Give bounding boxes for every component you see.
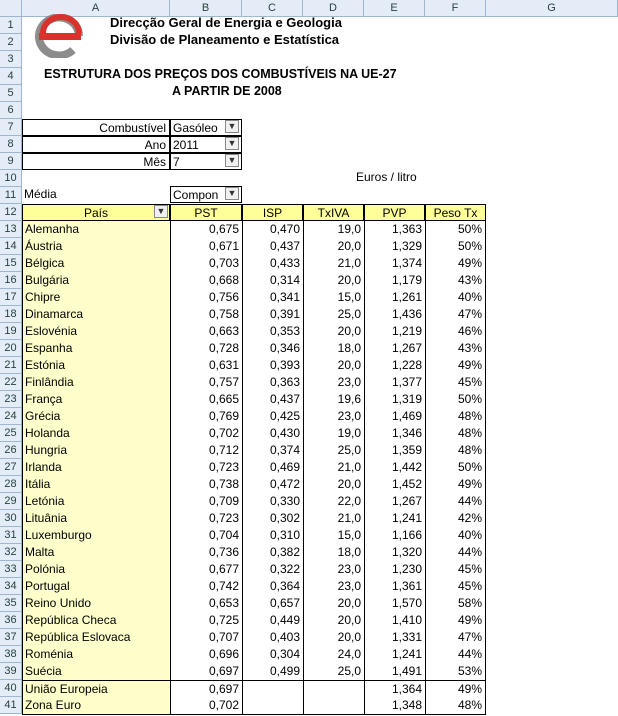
row-header-18[interactable]: 18	[0, 306, 22, 323]
row-header-26[interactable]: 26	[0, 442, 22, 459]
table-cell: 0,725	[170, 612, 242, 629]
table-cell: 0,736	[170, 544, 242, 561]
country-name[interactable]: Itália	[22, 476, 170, 493]
row-header-21[interactable]: 21	[0, 357, 22, 374]
row-header-4[interactable]: 4	[0, 68, 22, 85]
table-cell: 0,697	[170, 663, 242, 680]
table-cell: 0,665	[170, 391, 242, 408]
table-cell: 46%	[425, 323, 486, 340]
table-cell	[242, 680, 303, 697]
row-header-33[interactable]: 33	[0, 561, 22, 578]
table-cell: 22,0	[303, 493, 364, 510]
row-header-11[interactable]: 11	[0, 187, 22, 204]
country-name[interactable]: Suécia	[22, 663, 170, 680]
table-cell: 23,0	[303, 561, 364, 578]
row-header-17[interactable]: 17	[0, 289, 22, 306]
table-cell: 43%	[425, 272, 486, 289]
table-cell: 0,330	[242, 493, 303, 510]
table-cell: 1,359	[364, 442, 425, 459]
country-name[interactable]: Eslovénia	[22, 323, 170, 340]
table-cell: 0,769	[170, 408, 242, 425]
table-cell: 0,470	[242, 221, 303, 238]
table-cell: 0,449	[242, 612, 303, 629]
table-cell: 1,241	[364, 510, 425, 527]
row-header-32[interactable]: 32	[0, 544, 22, 561]
country-name[interactable]: Roménia	[22, 646, 170, 663]
country-name[interactable]: Holanda	[22, 425, 170, 442]
country-name[interactable]: Luxemburgo	[22, 527, 170, 544]
country-name[interactable]: Hungria	[22, 442, 170, 459]
table-bottom-border	[22, 714, 486, 715]
table-cell: 1,570	[364, 595, 425, 612]
table-cell: 24,0	[303, 646, 364, 663]
table-cell: 0,346	[242, 340, 303, 357]
row-header-29[interactable]: 29	[0, 493, 22, 510]
table-cell: 49%	[425, 255, 486, 272]
row-header-37[interactable]: 37	[0, 629, 22, 646]
country-name[interactable]: Áustria	[22, 238, 170, 255]
row-header-6[interactable]: 6	[0, 102, 22, 119]
filter-label: Mês	[22, 153, 170, 170]
table-cell: 49%	[425, 612, 486, 629]
row-header-12[interactable]: 12	[0, 204, 22, 221]
table-cell: 1,329	[364, 238, 425, 255]
table-cell: 1,363	[364, 221, 425, 238]
table-cell: 44%	[425, 646, 486, 663]
unit-label: Euros / litro	[356, 170, 417, 184]
table-cell: 0,393	[242, 357, 303, 374]
country-name[interactable]: República Eslovaca	[22, 629, 170, 646]
table-cell: 19,6	[303, 391, 364, 408]
table-cell: 20,0	[303, 595, 364, 612]
country-name[interactable]: Zona Euro	[22, 697, 170, 714]
row-header-14[interactable]: 14	[0, 238, 22, 255]
table-cell: 1,377	[364, 374, 425, 391]
media-label: Média	[24, 187, 57, 201]
table-cell: 20,0	[303, 323, 364, 340]
table-cell: 49%	[425, 680, 486, 697]
table-cell: 1,361	[364, 578, 425, 595]
row-header-36[interactable]: 36	[0, 612, 22, 629]
table-cell: 18,0	[303, 340, 364, 357]
country-name[interactable]: Lituânia	[22, 510, 170, 527]
row-header-5[interactable]: 5	[0, 85, 22, 102]
table-cell: 0,310	[242, 527, 303, 544]
table-cell: 0,697	[170, 680, 242, 697]
table-cell: 15,0	[303, 527, 364, 544]
table-cell: 49%	[425, 357, 486, 374]
table-cell: 0,709	[170, 493, 242, 510]
row-header-10[interactable]: 10	[0, 170, 22, 187]
table-cell: 0,364	[242, 578, 303, 595]
filter-dropdown-icon[interactable]: ▼	[225, 154, 239, 167]
column-header-a[interactable]: A	[22, 0, 170, 17]
country-name[interactable]: Irlanda	[22, 459, 170, 476]
table-cell: 1,267	[364, 340, 425, 357]
table-cell: 0,702	[170, 697, 242, 714]
country-name[interactable]: Finlândia	[22, 374, 170, 391]
table-cell: 1,267	[364, 493, 425, 510]
table-cell: 0,712	[170, 442, 242, 459]
table-cell: 45%	[425, 561, 486, 578]
filter-value-field[interactable]: Gasóleo	[170, 119, 242, 136]
filter-value-field[interactable]: 7	[170, 153, 242, 170]
table-cell: 0,433	[242, 255, 303, 272]
column-header-f[interactable]: F	[425, 0, 486, 17]
table-cell: 1,230	[364, 561, 425, 578]
table-cell: 50%	[425, 391, 486, 408]
table-cell: 21,0	[303, 459, 364, 476]
table-cell: 42%	[425, 510, 486, 527]
country-name[interactable]: França	[22, 391, 170, 408]
table-cell: 1,179	[364, 272, 425, 289]
table-header-2[interactable]: ISP	[242, 204, 303, 221]
row-header-28[interactable]: 28	[0, 476, 22, 493]
country-name[interactable]: Espanha	[22, 340, 170, 357]
table-header-4[interactable]: PVP	[364, 204, 425, 221]
table-cell: 1,491	[364, 663, 425, 680]
table-cell: 45%	[425, 374, 486, 391]
table-cell: 0,304	[242, 646, 303, 663]
country-name[interactable]: Alemanha	[22, 221, 170, 238]
country-name[interactable]: Portugal	[22, 578, 170, 595]
row-header-9[interactable]: 9	[0, 153, 22, 170]
table-cell: 0,696	[170, 646, 242, 663]
table-header-5[interactable]: Peso Tx	[425, 204, 486, 221]
row-header-35[interactable]: 35	[0, 595, 22, 612]
filter-label: Combustível	[22, 119, 170, 136]
table-cell: 0,757	[170, 374, 242, 391]
table-cell: 19,0	[303, 221, 364, 238]
row-header-3[interactable]: 3	[0, 51, 22, 68]
table-cell: 44%	[425, 493, 486, 510]
table-cell: 0,469	[242, 459, 303, 476]
filter-dropdown-icon[interactable]: ▼	[225, 120, 239, 133]
table-header-1[interactable]: PST	[170, 204, 242, 221]
table-cell: 43%	[425, 340, 486, 357]
country-name[interactable]: Letónia	[22, 493, 170, 510]
table-cell: 0,668	[170, 272, 242, 289]
table-cell: 40%	[425, 289, 486, 306]
compon-filter-icon[interactable]: ▼	[225, 187, 239, 200]
table-cell: 0,430	[242, 425, 303, 442]
table-cell: 0,704	[170, 527, 242, 544]
table-cell: 1,261	[364, 289, 425, 306]
table-cell: 0,437	[242, 238, 303, 255]
table-cell: 0,723	[170, 510, 242, 527]
table-cell: 20,0	[303, 476, 364, 493]
table-cell: 21,0	[303, 255, 364, 272]
table-cell: 58%	[425, 595, 486, 612]
table-cell: 25,0	[303, 442, 364, 459]
table-cell: 0,391	[242, 306, 303, 323]
table-header-3[interactable]: TxIVA	[303, 204, 364, 221]
table-cell: 0,723	[170, 459, 242, 476]
report-title-line1: ESTRUTURA DOS PREÇOS DOS COMBUSTÍVEIS NA UE-27	[44, 67, 397, 81]
table-cell: 0,653	[170, 595, 242, 612]
table-cell: 0,382	[242, 544, 303, 561]
table-cell: 40%	[425, 527, 486, 544]
table-cell: 0,728	[170, 340, 242, 357]
table-cell: 1,166	[364, 527, 425, 544]
table-cell	[303, 697, 364, 714]
table-cell: 0,758	[170, 306, 242, 323]
filter-label: Ano	[22, 136, 170, 153]
table-cell: 0,499	[242, 663, 303, 680]
table-cell: 48%	[425, 408, 486, 425]
country-name[interactable]: Dinamarca	[22, 306, 170, 323]
table-cell: 1,436	[364, 306, 425, 323]
org-name-line1: Direcção Geral de Energia e Geologia	[110, 15, 342, 30]
table-cell: 0,403	[242, 629, 303, 646]
table-cell: 1,348	[364, 697, 425, 714]
table-cell	[303, 680, 364, 697]
row-header-27[interactable]: 27	[0, 459, 22, 476]
row-header-31[interactable]: 31	[0, 527, 22, 544]
table-cell: 0,703	[170, 255, 242, 272]
table-cell: 0,675	[170, 221, 242, 238]
table-cell: 1,346	[364, 425, 425, 442]
table-cell: 1,320	[364, 544, 425, 561]
dgeg-logo-icon	[33, 14, 89, 58]
table-cell: 0,322	[242, 561, 303, 578]
pais-filter-icon[interactable]: ▼	[154, 205, 168, 218]
report-title-line2: A PARTIR DE 2008	[172, 84, 282, 98]
filter-value-field[interactable]: 2011	[170, 136, 242, 153]
table-header-0[interactable]: País	[22, 204, 170, 221]
table-cell: 20,0	[303, 357, 364, 374]
select-all-corner[interactable]	[0, 0, 22, 17]
table-cell: 0,437	[242, 391, 303, 408]
row-header-34[interactable]: 34	[0, 578, 22, 595]
table-cell: 1,364	[364, 680, 425, 697]
table-cell: 0,314	[242, 272, 303, 289]
compon-label: Compon	[173, 188, 219, 202]
table-cell: 20,0	[303, 612, 364, 629]
row-header-25[interactable]: 25	[0, 425, 22, 442]
table-cell: 1,374	[364, 255, 425, 272]
table-cell: 0,663	[170, 323, 242, 340]
table-cell: 44%	[425, 544, 486, 561]
table-cell: 19,0	[303, 425, 364, 442]
table-cell: 50%	[425, 459, 486, 476]
table-cell: 21,0	[303, 510, 364, 527]
table-cell: 0,631	[170, 357, 242, 374]
table-cell: 1,442	[364, 459, 425, 476]
table-cell: 48%	[425, 697, 486, 714]
row-header-7[interactable]: 7	[0, 119, 22, 136]
table-cell: 0,657	[242, 595, 303, 612]
country-name[interactable]: Malta	[22, 544, 170, 561]
column-header-d[interactable]: D	[303, 0, 364, 17]
country-name[interactable]: República Checa	[22, 612, 170, 629]
table-cell: 20,0	[303, 238, 364, 255]
table-cell: 0,353	[242, 323, 303, 340]
table-cell: 20,0	[303, 629, 364, 646]
worksheet-grid[interactable]	[22, 17, 618, 716]
table-cell: 53%	[425, 663, 486, 680]
table-cell: 0,374	[242, 442, 303, 459]
country-name[interactable]: União Europeia	[22, 680, 170, 697]
table-cell: 0,472	[242, 476, 303, 493]
row-header-23[interactable]: 23	[0, 391, 22, 408]
table-cell: 20,0	[303, 272, 364, 289]
table-cell: 47%	[425, 306, 486, 323]
row-header-38[interactable]: 38	[0, 646, 22, 663]
table-cell: 0,738	[170, 476, 242, 493]
table-cell: 18,0	[303, 544, 364, 561]
table-cell: 0,702	[170, 425, 242, 442]
row-header-2[interactable]: 2	[0, 34, 22, 51]
table-cell: 48%	[425, 442, 486, 459]
row-header-19[interactable]: 19	[0, 323, 22, 340]
row-header-16[interactable]: 16	[0, 272, 22, 289]
table-cell: 45%	[425, 578, 486, 595]
column-header-g[interactable]: G	[486, 0, 618, 17]
country-name[interactable]: Bélgica	[22, 255, 170, 272]
country-name[interactable]: Estónia	[22, 357, 170, 374]
table-cell: 1,319	[364, 391, 425, 408]
row-header-41[interactable]: 41	[0, 697, 22, 714]
row-header-22[interactable]: 22	[0, 374, 22, 391]
table-cell: 0,363	[242, 374, 303, 391]
column-header-e[interactable]: E	[364, 0, 425, 17]
country-name[interactable]: Reino Unido	[22, 595, 170, 612]
table-cell: 1,331	[364, 629, 425, 646]
table-cell: 48%	[425, 425, 486, 442]
row-header-15[interactable]: 15	[0, 255, 22, 272]
table-cell: 23,0	[303, 408, 364, 425]
table-cell: 49%	[425, 476, 486, 493]
row-header-8[interactable]: 8	[0, 136, 22, 153]
table-cell: 15,0	[303, 289, 364, 306]
table-cell: 0,671	[170, 238, 242, 255]
row-header-13[interactable]: 13	[0, 221, 22, 238]
row-header-20[interactable]: 20	[0, 340, 22, 357]
row-header-1[interactable]: 1	[0, 17, 22, 34]
table-cell: 1,469	[364, 408, 425, 425]
column-header-b[interactable]: B	[170, 0, 242, 17]
table-cell: 1,410	[364, 612, 425, 629]
row-header-30[interactable]: 30	[0, 510, 22, 527]
row-header-39[interactable]: 39	[0, 663, 22, 680]
table-cell: 0,742	[170, 578, 242, 595]
table-cell: 23,0	[303, 374, 364, 391]
table-cell: 25,0	[303, 306, 364, 323]
table-cell: 25,0	[303, 663, 364, 680]
table-cell: 1,452	[364, 476, 425, 493]
filter-dropdown-icon[interactable]: ▼	[225, 137, 239, 150]
table-cell: 50%	[425, 221, 486, 238]
table-cell: 0,302	[242, 510, 303, 527]
table-cell: 50%	[425, 238, 486, 255]
table-cell: 0,677	[170, 561, 242, 578]
table-cell: 1,219	[364, 323, 425, 340]
country-name[interactable]: Polónia	[22, 561, 170, 578]
country-name[interactable]: Grécia	[22, 408, 170, 425]
table-cell: 47%	[425, 629, 486, 646]
row-header-40[interactable]: 40	[0, 680, 22, 697]
table-cell: 1,241	[364, 646, 425, 663]
table-cell: 23,0	[303, 578, 364, 595]
table-cell: 0,425	[242, 408, 303, 425]
org-name-line2: Divisão de Planeamento e Estatística	[110, 32, 340, 47]
column-header-c[interactable]: C	[242, 0, 303, 17]
country-name[interactable]: Chipre	[22, 289, 170, 306]
table-cell: 0,756	[170, 289, 242, 306]
country-name[interactable]: Bulgária	[22, 272, 170, 289]
table-cell: 1,228	[364, 357, 425, 374]
table-cell	[242, 697, 303, 714]
table-cell: 0,707	[170, 629, 242, 646]
row-header-24[interactable]: 24	[0, 408, 22, 425]
table-cell: 0,341	[242, 289, 303, 306]
